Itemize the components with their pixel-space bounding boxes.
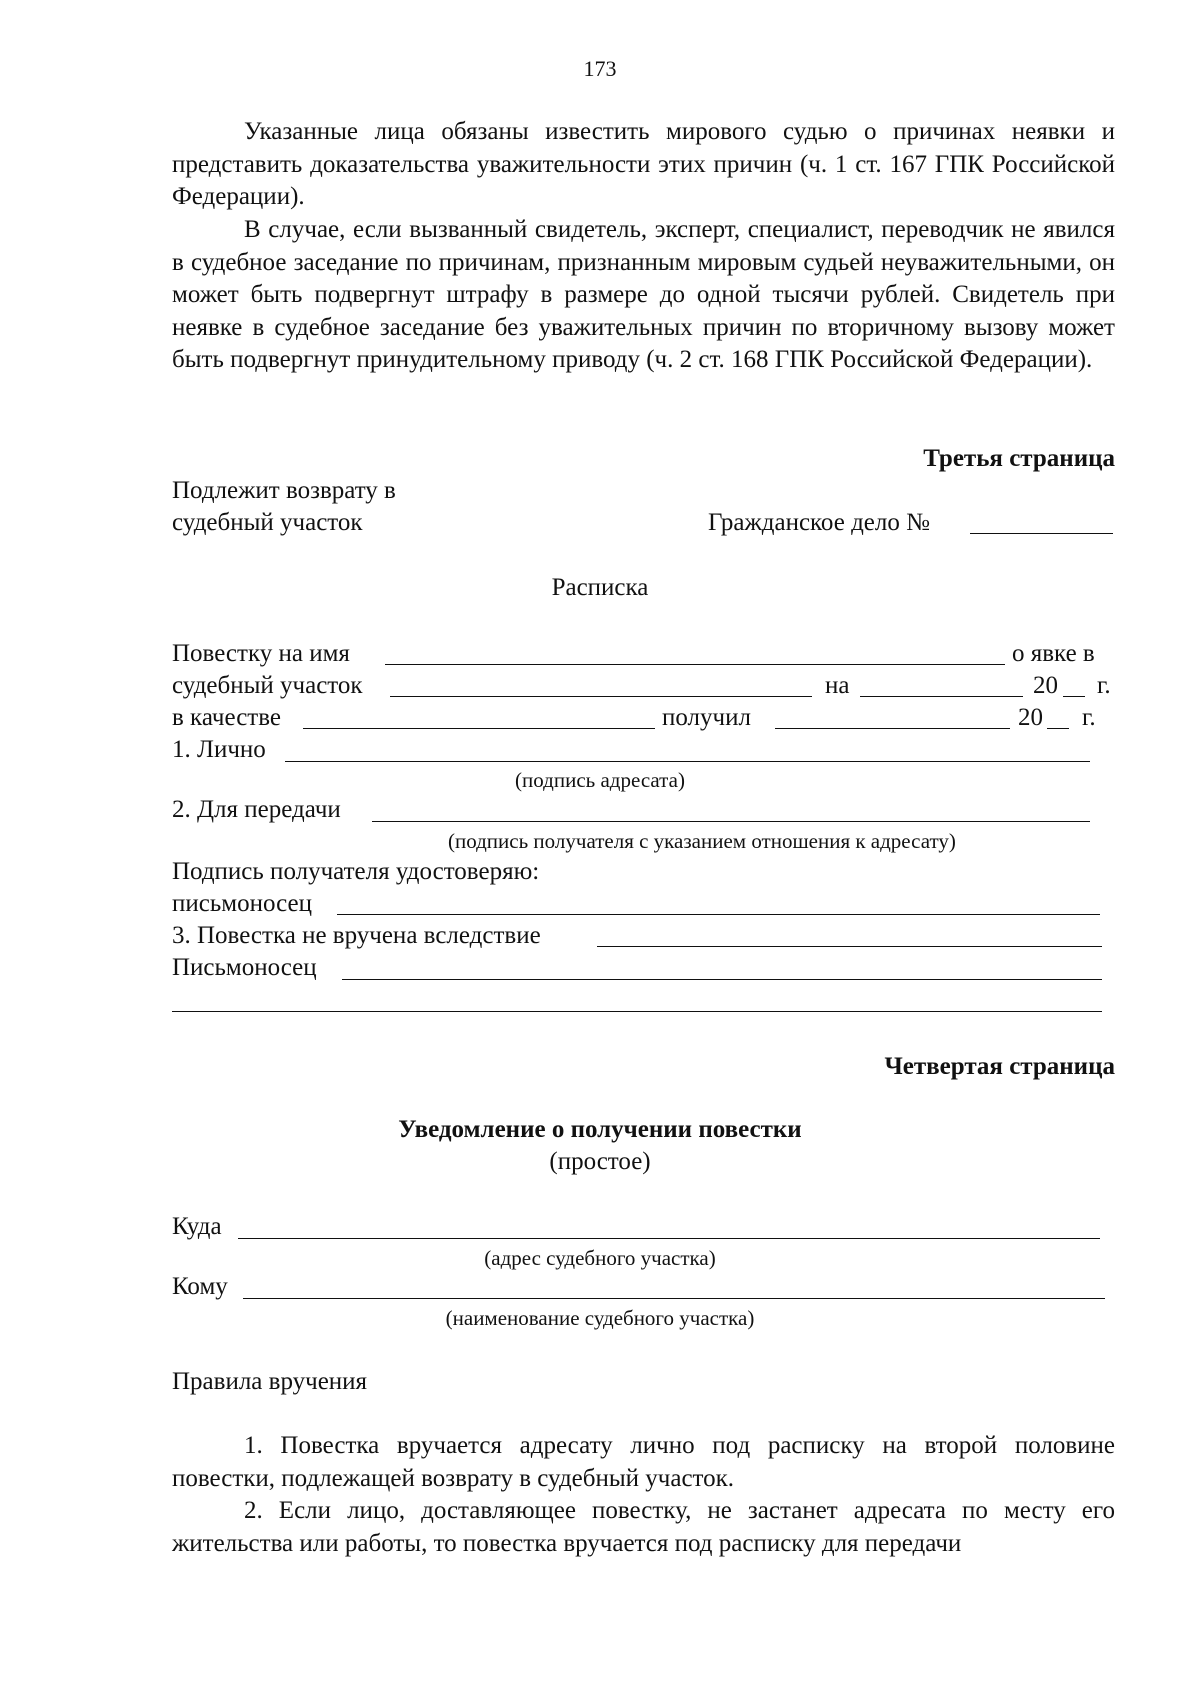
return-line-2: судебный участок (172, 509, 363, 536)
rule-2: 2. Если лицо, доставляющее повестку, не застанет адресата по месту его жительства или работы, то повестка вручается под расписку для передачи (172, 1497, 1115, 1557)
certify-label: Подпись получателя удостоверяю: (172, 858, 540, 885)
notification-subtitle: (простое) (549, 1148, 651, 1175)
court-section-field[interactable] (390, 696, 812, 697)
year-field-1[interactable] (1063, 696, 1085, 697)
page-number: 173 (583, 56, 617, 81)
postman-signature-field-1[interactable] (337, 914, 1100, 915)
intro-paragraph-2: В случае, если вызванный свидетель, эксперт, специалист, переводчик не явился в судебное заседание по причинам, признанным мировым судьей неуважительными, он может быть подвергнут штрафу в размере до одной тысячи рублей. Свидетель при неявке в судебное заседание без уважительных причин по вторичному вызову может быть подвергнут принудительному приводу (ч. 2 ст. 168 ГПК Российской Федерации). (172, 216, 1115, 374)
court-section-label: судебный участок (172, 672, 363, 699)
recipient-signature-caption: (подпись получателя с указанием отношения к адресату) (448, 829, 956, 853)
year-prefix-1: 20 (1033, 672, 1058, 699)
postman-signature-field-2[interactable] (342, 979, 1102, 980)
postman-label-1: письмоносец (172, 890, 312, 917)
notification-title: Уведомление о получении повестки (398, 1116, 802, 1143)
year-suffix-1: г. (1097, 672, 1111, 699)
year-prefix-2: 20 (1018, 704, 1043, 731)
to-where-label: Куда (172, 1213, 222, 1240)
on-label: на (825, 672, 850, 699)
postman-label-2: Письмоносец (172, 954, 317, 981)
received-label: получил (662, 704, 751, 731)
fourth-page-heading: Четвертая страница (884, 1053, 1115, 1080)
received-date-field[interactable] (775, 728, 1010, 729)
addressee-name-field[interactable] (385, 664, 1005, 665)
year-field-2[interactable] (1047, 728, 1069, 729)
to-whom-label: Кому (172, 1273, 228, 1300)
as-label: в качестве (172, 704, 281, 731)
court-address-caption: (адрес судебного участка) (484, 1246, 716, 1270)
year-suffix-2: г. (1082, 704, 1096, 731)
appear-at-label: о явке в (1012, 640, 1095, 667)
capacity-field[interactable] (303, 728, 655, 729)
personal-signature-field[interactable] (285, 761, 1090, 762)
rule-1: 1. Повестка вручается адресату лично под расписку на второй половине повестки, подлежащей возврату в судебный участок. (172, 1432, 1115, 1492)
case-number-label: Гражданское дело № (708, 509, 930, 536)
extra-line-field[interactable] (172, 1011, 1102, 1012)
not-delivered-label: 3. Повестка не вручена вследствие (172, 922, 541, 949)
court-name-caption: (наименование судебного участка) (445, 1306, 755, 1330)
return-line-1: Подлежит возврату в (172, 477, 396, 504)
address-field[interactable] (238, 1238, 1100, 1239)
personally-label: 1. Лично (172, 736, 266, 763)
case-number-field[interactable] (970, 533, 1113, 534)
third-page-heading: Третья страница (923, 445, 1115, 472)
for-transfer-label: 2. Для передачи (172, 796, 341, 823)
intro-paragraph-1: Указанные лица обязаны известить мирового судью о причинах неявки и представить доказательства уважительности этих причин (ч. 1 ст. 167 ГПК Российской Федерации). (172, 118, 1115, 211)
recipient-field[interactable] (243, 1298, 1105, 1299)
not-delivered-reason-field[interactable] (597, 946, 1102, 947)
addressee-signature-caption: (подпись адресата) (515, 768, 685, 792)
summons-to-label: Повестку на имя (172, 640, 350, 667)
date-field-1[interactable] (860, 696, 1023, 697)
transfer-signature-field[interactable] (372, 821, 1090, 822)
receipt-title: Расписка (551, 574, 649, 601)
rules-title: Правила вручения (172, 1368, 368, 1395)
